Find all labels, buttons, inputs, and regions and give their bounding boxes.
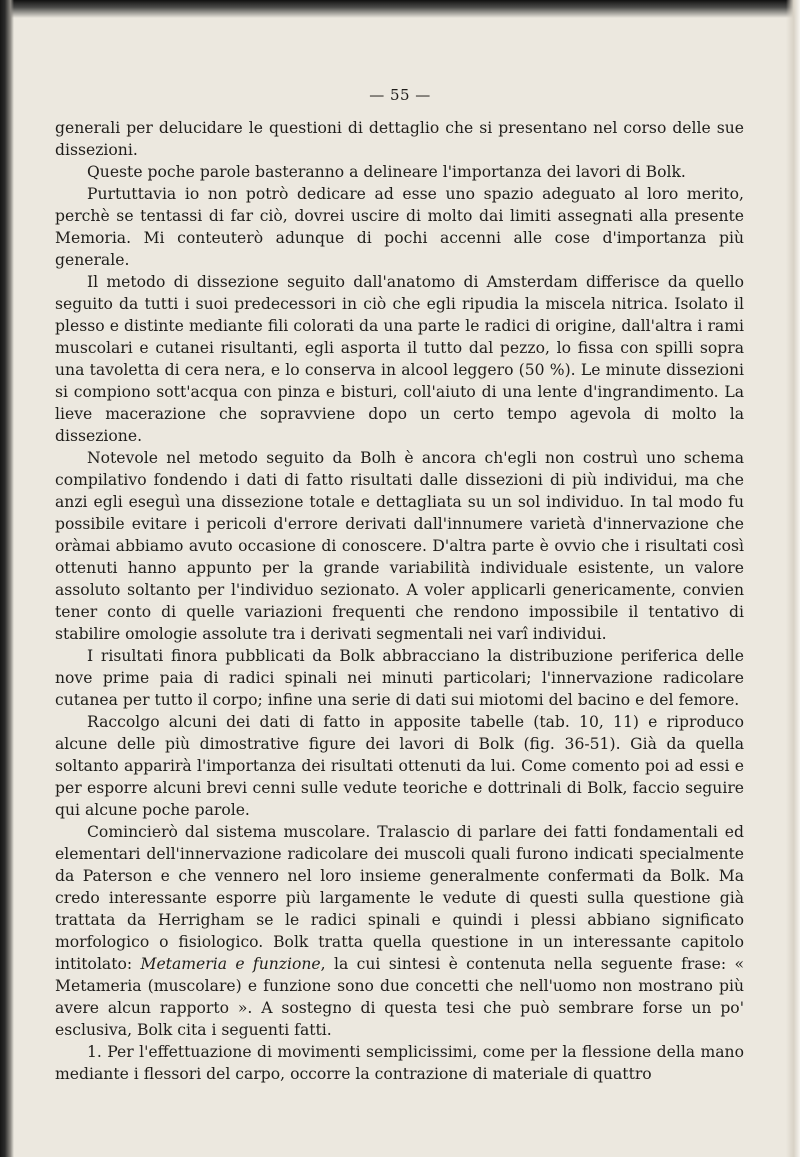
page-right-edge bbox=[786, 0, 800, 1157]
paragraph-8-start: Comincierò dal sistema muscolare. Tralascio di parlare dei fatti fondamentali ed elementari dell'innervazione radicolare dei muscoli quali furono indicati specialmente da Paterson e che vennero nel loro insieme generalmente confermati da Bolk. Ma credo interessante esporre più largamente le vedute di questi sulla questione già trattata da Herrigham se le radici spinali e quindi i plessi abbiano significato morfologico o fisiologico. Bolk tratta quella questione in un interessante capitolo intitolato: bbox=[55, 823, 744, 973]
top-scan-shadow bbox=[0, 0, 800, 18]
paragraph-8-end: , la cui sintesi è contenuta nella seguente frase: « Metameria (muscolare) e funzione sono due concetti che nell'uomo non mostrano più avere alcun rapporto ». A sostegno di questa tesi che può sembrare forse un po' esclusiva, Bolk cita i seguenti fatti. bbox=[55, 955, 744, 1039]
page-number-header: — 55 — bbox=[369, 86, 431, 104]
paragraph-8 bbox=[55, 821, 744, 1041]
paragraph-3: Purtuttavia io non potrò dedicare ad esse uno spazio adeguato al loro merito, perchè se tentassi di far ciò, dovrei uscire di molto dai limiti assegnati alla presente Memoria. Mi conteuterò adunque di pochi accenni alle cose d'importanza più generale. bbox=[55, 185, 744, 269]
paragraph-1: generali per delucidare le questioni di dettaglio che si presentano nel corso delle sue dissezioni. bbox=[55, 119, 744, 159]
paragraph-6: I risultati finora pubblicati da Bolk abbracciano la distribuzione periferica delle nove prime paia di radici spinali nei minuti particolari; l'innervazione radicolare cutanea per tutto il corpo; infine una serie di dati sui miotomi del bacino e del femore. bbox=[55, 647, 744, 709]
paragraph-9: 1. Per l'effettuazione di movimenti semplicissimi, come per la flessione della mano mediante i flessori del carpo, occorre la contrazione di materiale di quattro bbox=[55, 1043, 744, 1083]
paragraph-2: Queste poche parole basteranno a delineare l'importanza dei lavori di Bolk. bbox=[87, 163, 686, 181]
paragraph-5: Notevole nel metodo seguito da Bolh è ancora ch'egli non costruì uno schema compilativo fondendo i dati di fatto risultati dalle dissezioni di più individui, ma che anzi egli eseguì una dissezione totale e dettagliata su un sol individuo. In tal modo fu possibile evitare i pericoli d'errore derivati dall'innumere varietà d'innervazione che oràmai abbiamo avuto occasione di conoscere. D'altra parte è ovvio che i risultati così ottenuti hanno appunto per la grande variabilità individuale esistente, un valore assoluto soltanto per l'individuo sezionato. A voler applicarli genericamente, convien tener conto di quelle variazioni frequenti che rendono impossibile il tentativo di stabilire omologie assolute tra i derivati segmentali nei varî individui. bbox=[55, 449, 744, 643]
chapter-title-italic: Metameria e funzione bbox=[140, 955, 321, 973]
paragraph-7: Raccolgo alcuni dei dati di fatto in apposite tabelle (tab. 10, 11) e riproduco alcune delle più dimostrative figure dei lavori di Bolk (fig. 36-51). Già da quella soltanto apparirà l'importanza dei risultati ottenuti da lui. Come comento poi ad essi e per esporre alcuni brevi cenni sulle vedute teoriche e dottrinali di Bolk, faccio seguire qui alcune poche parole. bbox=[55, 713, 744, 819]
body-text bbox=[55, 117, 744, 1085]
paragraph-4: Il metodo di dissezione seguito dall'anatomo di Amsterdam differisce da quello seguito da tutti i suoi predecessori in ciò che egli ripudia la miscela nitrica. Isolato il plesso e distinte mediante fili colorati da una parte le radici di origine, dall'altra i rami muscolari e cutanei risultanti, egli asporta il tutto dal pezzo, lo fissa con spilli sopra una tavoletta di cera nera, e lo conserva in alcool leggero (50 %). Le minute dissezioni si compiono sott'acqua con pinza e bisturi, coll'aiuto di una lente d'ingrandimento. La lieve macerazione che sopravviene dopo un certo tempo agevola di molto la dissezione. bbox=[55, 273, 744, 445]
book-binding-edge bbox=[0, 0, 14, 1157]
